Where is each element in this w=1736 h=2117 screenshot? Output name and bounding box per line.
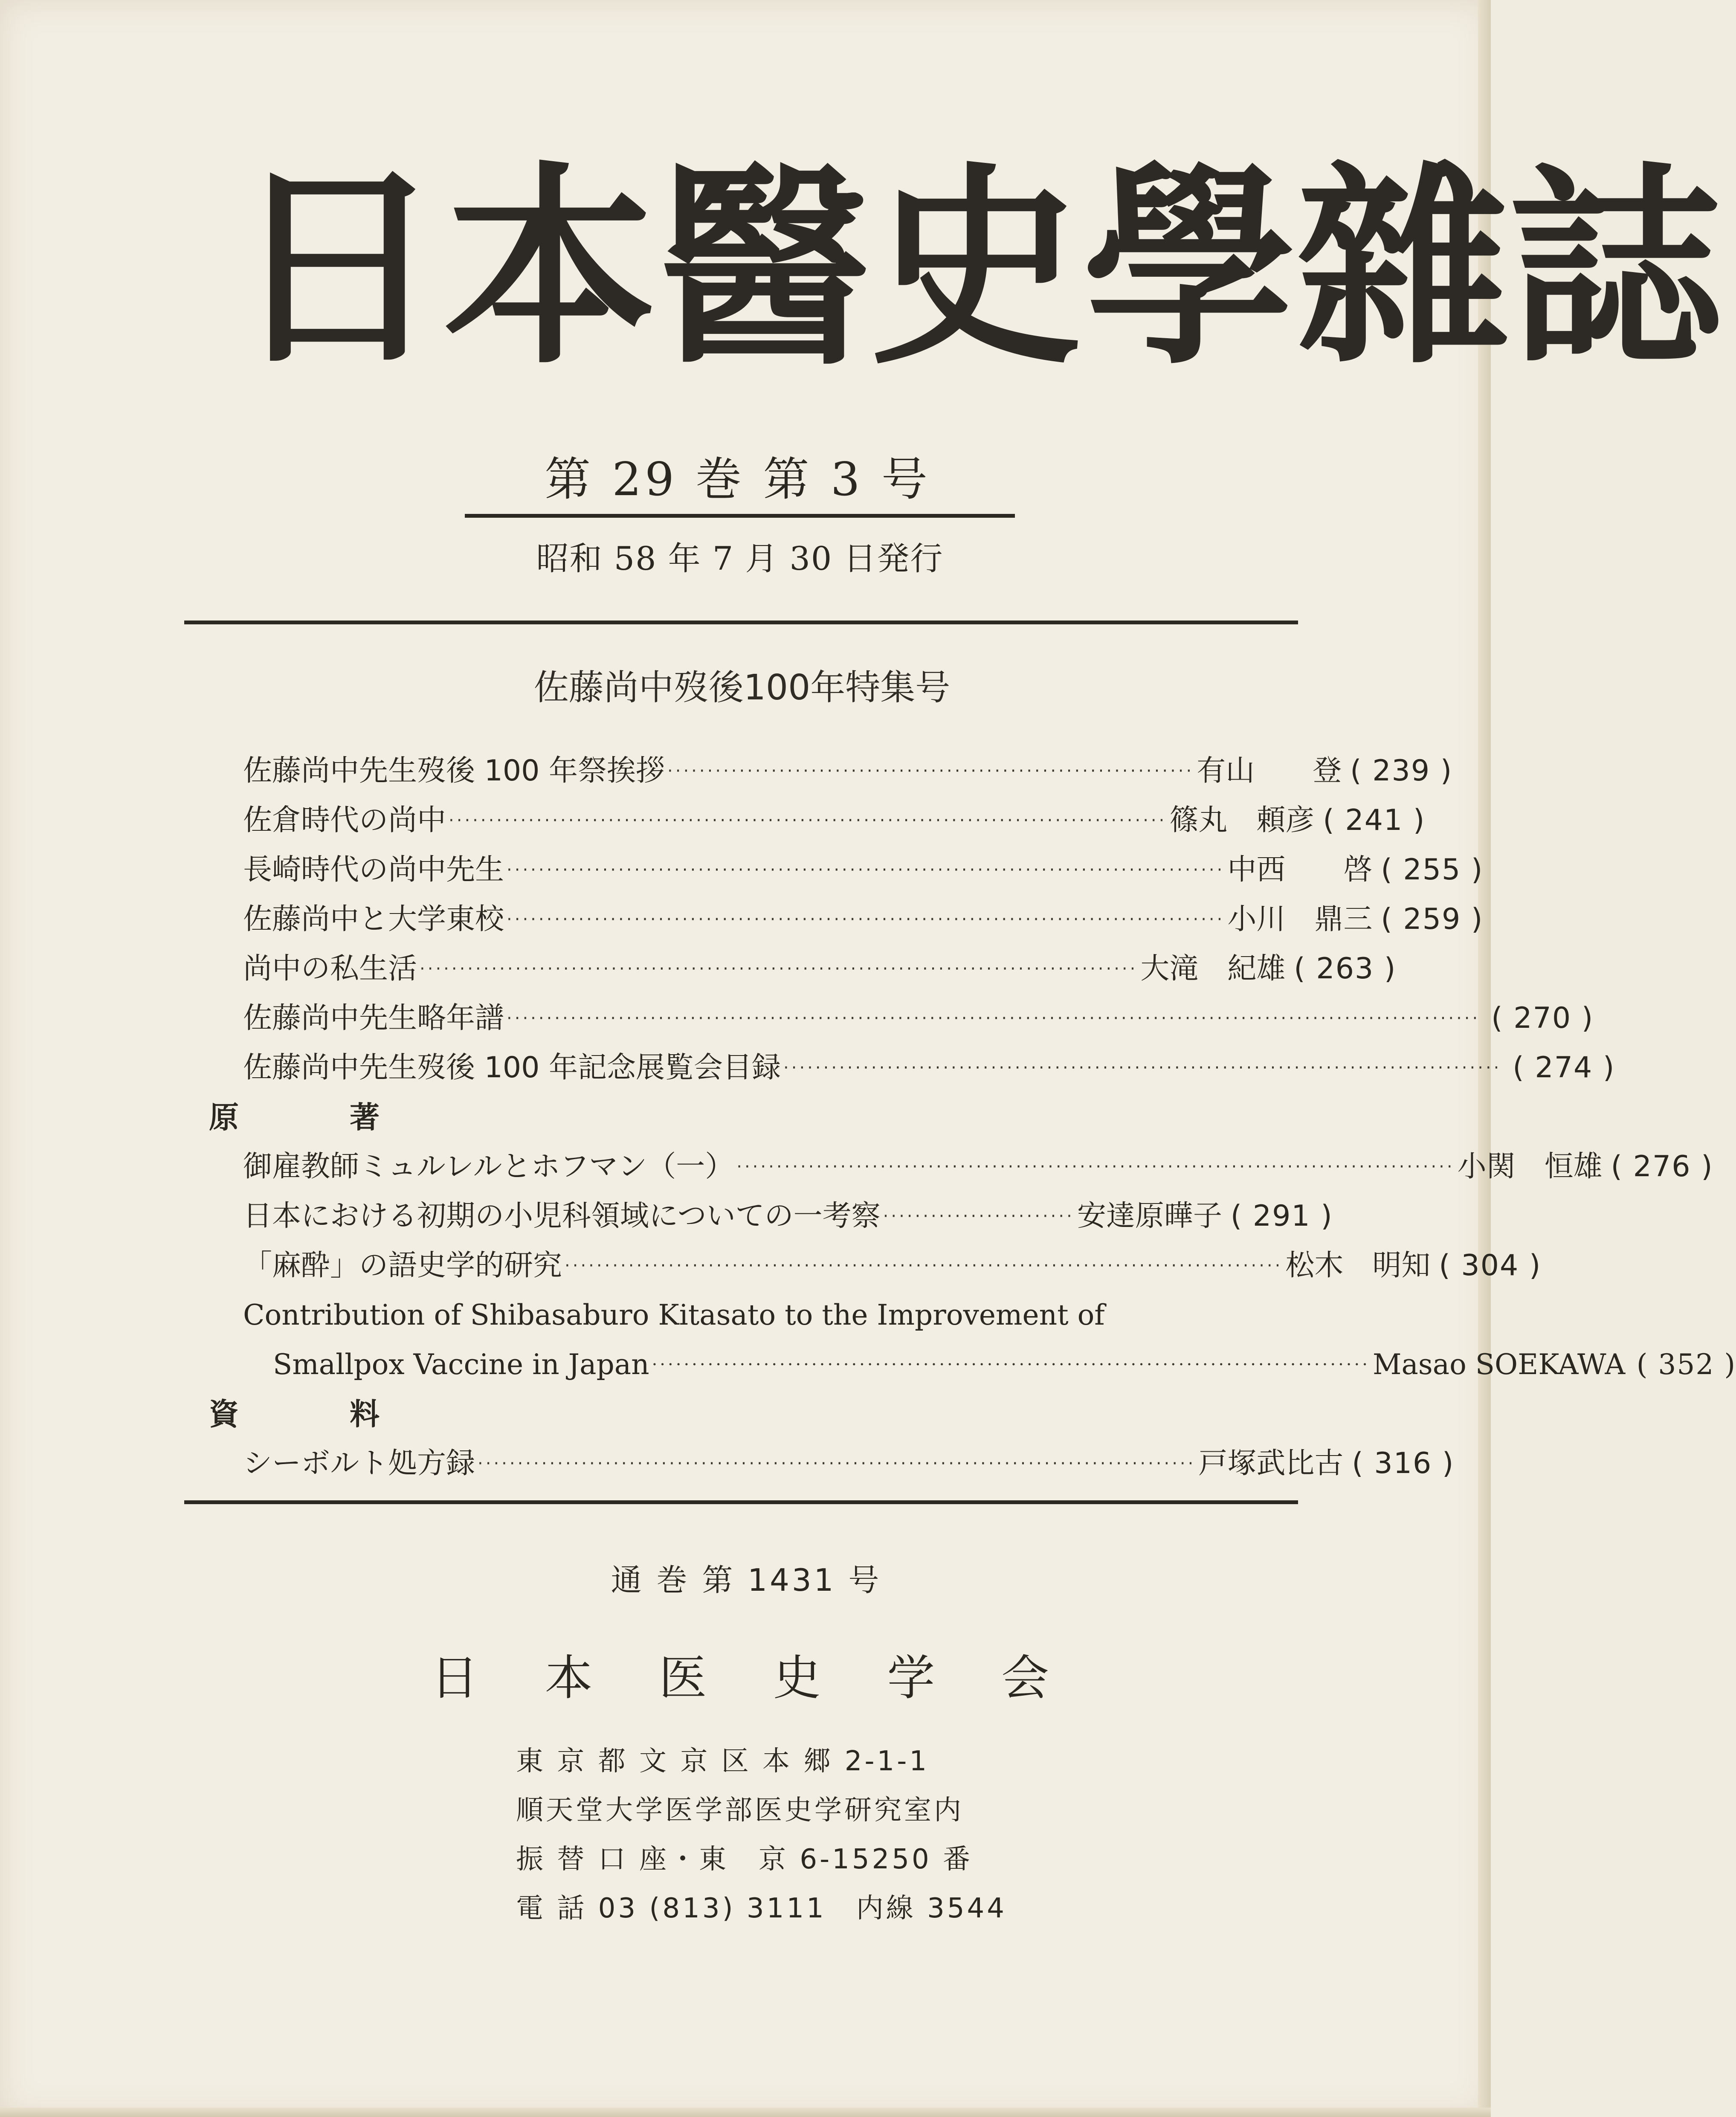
entry-author: 有山 登 — [1197, 754, 1342, 788]
entry-page: ( 270 ) — [1491, 1001, 1594, 1035]
entry-title: Smallpox Vaccine in Japan — [273, 1348, 649, 1381]
address-line: 東 京 都 文 京 区 本 郷 2-1-1 — [516, 1746, 930, 1777]
publication-date: 昭和 58 年 7 月 30 日発行 — [536, 539, 944, 577]
issue-number: 第 29 巻 第 3 号 — [545, 453, 931, 506]
entry-page: ( 239 ) — [1350, 754, 1453, 788]
entry-title: シーボルト処方録 — [243, 1447, 475, 1480]
address-line: 振 替 口 座・東 京 6-15250 番 — [516, 1844, 973, 1875]
entry-page: ( 316 ) — [1352, 1447, 1455, 1480]
entry-page: ( 241 ) — [1323, 803, 1426, 837]
title-char: 學 — [1083, 145, 1296, 393]
section-heading-materials — [209, 1389, 380, 1439]
entry-title: 佐藤尚中先生歿後 100 年記念展覧会目録 — [243, 1051, 781, 1085]
entry-title: 尚中の私生活 — [243, 952, 417, 986]
entry-title: 長崎時代の尚中先生 — [243, 853, 504, 887]
entry-author: 小川 鼎三 — [1227, 902, 1373, 936]
society-char: 本 — [545, 1650, 593, 1706]
toc-entry[interactable] — [243, 746, 1453, 796]
entry-author: 戸塚武比古 — [1198, 1447, 1344, 1480]
address-line: 順天堂大学医学部医史学研究室内 — [516, 1795, 964, 1826]
toc-entry[interactable] — [243, 1043, 1615, 1093]
toc-entry[interactable] — [243, 796, 1426, 845]
entry-page: ( 291 ) — [1230, 1199, 1333, 1233]
toc-entry[interactable] — [243, 944, 1397, 994]
entry-page: ( 352 ) — [1636, 1348, 1736, 1381]
toc-entry[interactable] — [243, 1192, 1333, 1241]
leader-dots: ·························································································· — [478, 1454, 1196, 1473]
section-heading-original — [209, 1093, 380, 1142]
title-char: 本 — [443, 145, 657, 393]
leader-dots: ·························································································· — [565, 1256, 1283, 1276]
entry-page: ( 263 ) — [1294, 952, 1397, 986]
toc-entry-english-line2[interactable] — [273, 1340, 1736, 1389]
title-char: 醫 — [657, 145, 870, 393]
leader-dots: ·························································································· — [736, 1157, 1455, 1177]
address-line: 電 話 03 (813) 3111 内線 3544 — [516, 1893, 1007, 1924]
title-char: 日 — [230, 145, 443, 393]
title-char: 史 — [870, 145, 1083, 393]
heading-char: 資 — [209, 1397, 239, 1432]
society-char: 史 — [773, 1650, 821, 1706]
leader-dots: ························ — [883, 1206, 1075, 1226]
society-char: 日 — [431, 1650, 478, 1706]
serial-number: 通 巻 第 1431 号 — [611, 1562, 882, 1598]
entry-page: ( 259 ) — [1381, 902, 1484, 936]
entry-author: 安達原曄子 — [1077, 1199, 1222, 1233]
entry-title: 佐藤尚中先生略年譜 — [243, 1001, 504, 1035]
toc-entry[interactable] — [243, 1241, 1542, 1290]
entry-title: Contribution of Shibasaburo Kitasato to the Improvement of — [243, 1299, 1105, 1331]
entry-page: ( 274 ) — [1513, 1051, 1615, 1085]
leader-dots: ·························································································· — [783, 1058, 1502, 1078]
leader-dots: ·························································································································· — [507, 1009, 1481, 1028]
toc-bottom-rule — [184, 1500, 1298, 1504]
title-char: 誌 — [1510, 145, 1723, 393]
heading-char: 原 — [209, 1100, 239, 1135]
entry-author: Masao SOEKAWA — [1372, 1348, 1626, 1381]
entry-title: 佐藤尚中と大学東校 — [243, 902, 504, 936]
entry-title: 佐藤尚中先生歿後 100 年祭挨拶 — [243, 754, 665, 788]
toc-entry[interactable] — [243, 1439, 1455, 1488]
society-char: 会 — [1001, 1650, 1049, 1706]
leader-dots: ·························································································· — [449, 811, 1167, 830]
entry-title: 「麻酔」の語史学的研究 — [243, 1249, 562, 1282]
society-char: 医 — [659, 1650, 707, 1706]
leader-dots: ·································································· — [667, 761, 1194, 781]
entry-title: 佐倉時代の尚中 — [243, 803, 446, 837]
entry-author: 小関 恒雄 — [1457, 1150, 1603, 1183]
special-issue-title: 佐藤尚中歿後100年特集号 — [533, 667, 951, 708]
toc-entry[interactable] — [243, 994, 1594, 1043]
toc-entry-english-line1[interactable] — [243, 1290, 1269, 1340]
entry-title: 御雇教師ミュルレルとホフマン（一） — [243, 1150, 734, 1183]
leader-dots: ·························································································· — [652, 1355, 1370, 1375]
entry-page: ( 276 ) — [1611, 1150, 1713, 1183]
entry-author: 篠丸 頼彦 — [1169, 803, 1315, 837]
heading-char: 料 — [350, 1397, 380, 1432]
leader-dots: ·························································································· — [507, 860, 1225, 880]
toc-entry[interactable] — [243, 845, 1484, 895]
society-name — [431, 1642, 1049, 1714]
heading-char: 著 — [350, 1100, 380, 1135]
title-char: 雜 — [1296, 145, 1510, 393]
entry-author: 中西 啓 — [1227, 853, 1373, 887]
entry-page: ( 255 ) — [1381, 853, 1484, 887]
entry-author: 松木 明知 — [1285, 1249, 1431, 1282]
entry-author: 大滝 紀雄 — [1140, 952, 1286, 986]
toc-entry[interactable] — [243, 895, 1484, 944]
society-char: 学 — [887, 1650, 935, 1706]
entry-title: 日本における初期の小児科領域についての一考察 — [243, 1199, 881, 1233]
toc-entry[interactable] — [243, 1142, 1713, 1192]
leader-dots: ·························································································· — [420, 959, 1138, 979]
leader-dots: ·························································································· — [507, 910, 1225, 929]
entry-page: ( 304 ) — [1439, 1249, 1542, 1282]
